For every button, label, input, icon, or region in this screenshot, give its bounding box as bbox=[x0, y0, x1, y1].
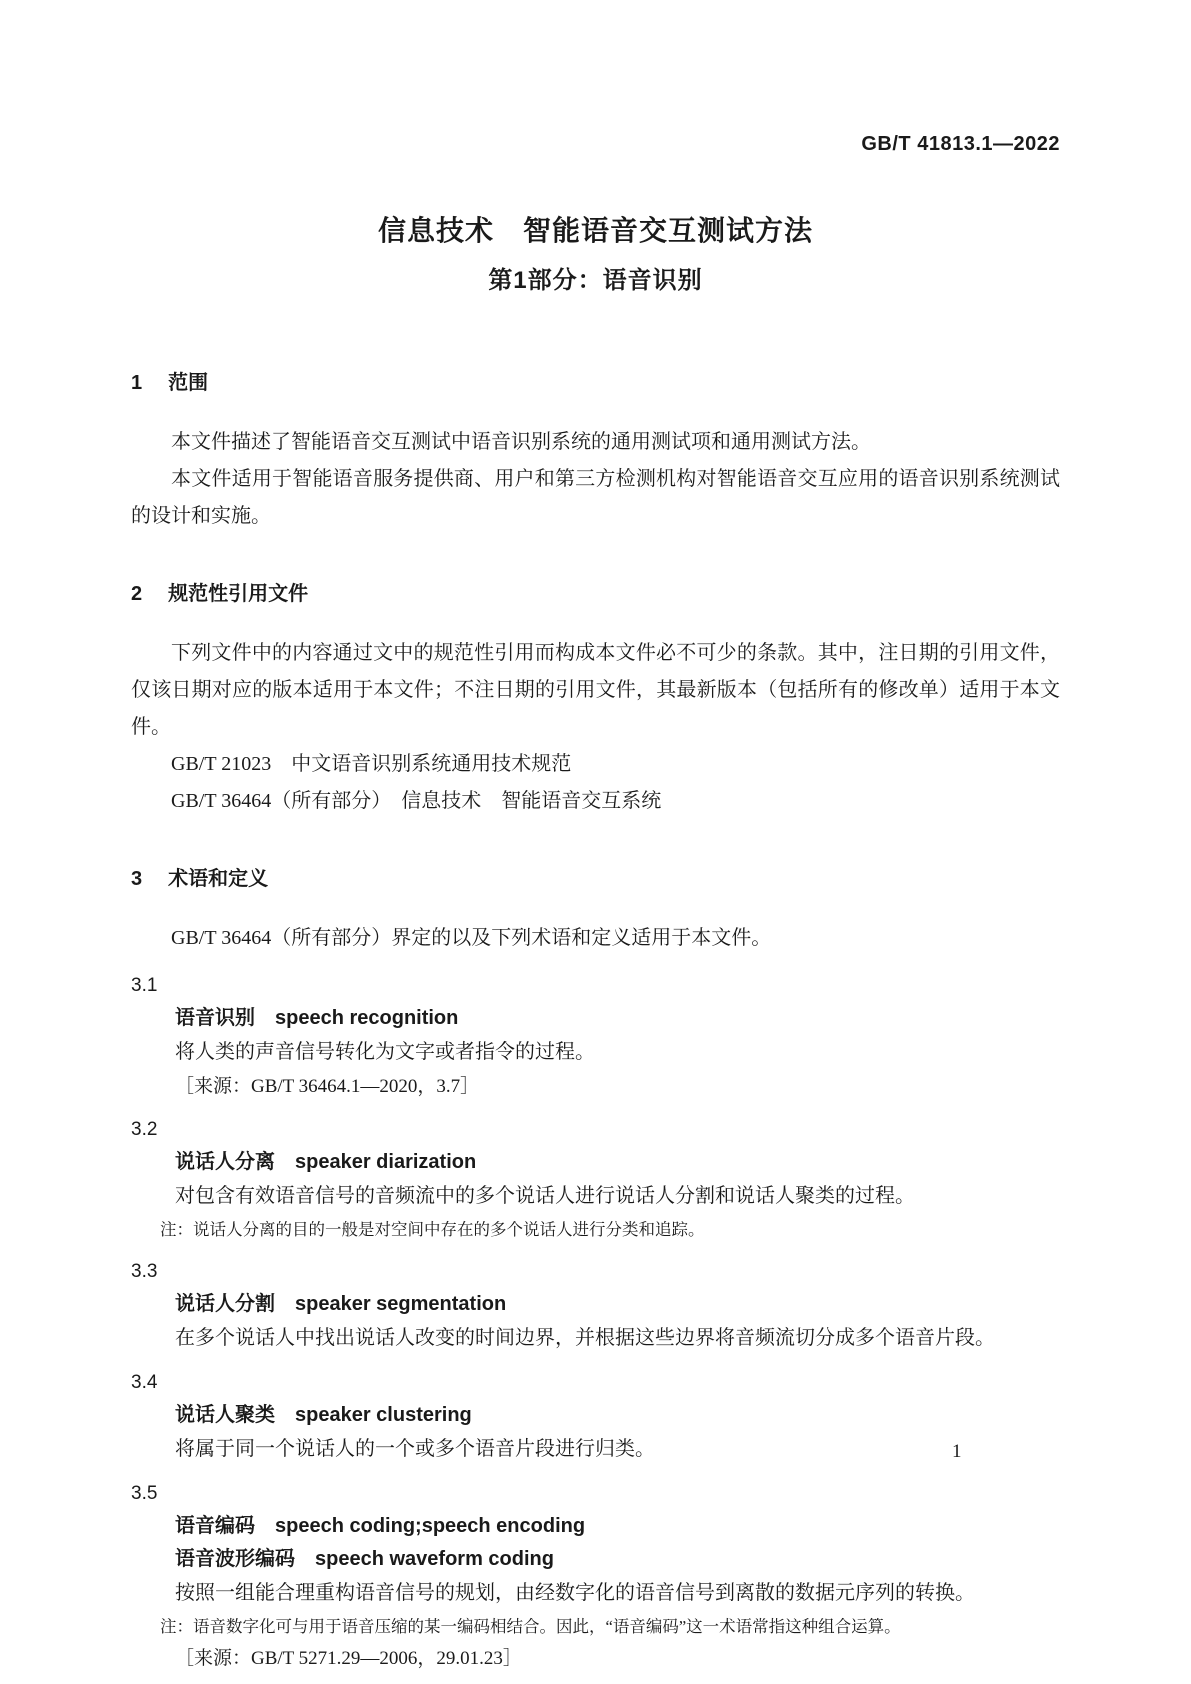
section-number: 1 bbox=[131, 372, 143, 394]
term-title bbox=[175, 1147, 1060, 1178]
page-number: 1 bbox=[952, 1441, 962, 1462]
term-definition: 将人类的声音信号转化为文字或者指令的过程。 bbox=[175, 1041, 595, 1063]
section-scope bbox=[131, 370, 1060, 535]
section-heading bbox=[131, 370, 1060, 396]
section-terms-definitions bbox=[131, 866, 1060, 1673]
term-definition: 按照一组能合理重构语音信号的规划，由经数字化的语音信号到离散的数据元序列的转换。 bbox=[175, 1582, 975, 1604]
term-source: ［来源：GB/T 36464.1—2020，3.7］ bbox=[175, 1076, 480, 1097]
term-definition: 将属于同一个说话人的一个或多个语音片段进行归类。 bbox=[175, 1438, 655, 1460]
term-note: 注：说话人分离的目的一般是对空间中存在的多个说话人进行分类和追踪。 bbox=[160, 1220, 705, 1239]
term-en: speaker segmentation bbox=[295, 1293, 507, 1315]
paragraph: 本文件描述了智能语音交互测试中语音识别系统的通用测试项和通用测试方法。 bbox=[171, 431, 871, 453]
term-en: speech coding;speech encoding bbox=[275, 1515, 586, 1537]
term-title bbox=[175, 1289, 1060, 1320]
term-number: 3.1 bbox=[131, 975, 158, 996]
term-en: speaker diarization bbox=[295, 1151, 477, 1173]
section-heading bbox=[131, 866, 1060, 892]
term-zh: 说话人聚类 bbox=[175, 1404, 275, 1426]
term-number: 3.2 bbox=[131, 1119, 158, 1140]
section-title: 范围 bbox=[168, 372, 209, 394]
term-zh: 语音编码 bbox=[175, 1515, 255, 1537]
term-title bbox=[175, 1400, 1060, 1431]
term-zh: 说话人分离 bbox=[175, 1151, 275, 1173]
paragraph: 本文件适用于智能语音服务提供商、用户和第三方检测机构对智能语音交互应用的语音识别系统测试的设计和实施。 bbox=[131, 468, 1060, 527]
term-definition: 对包含有效语音信号的音频流中的多个说话人进行说话人分割和说话人聚类的过程。 bbox=[175, 1185, 915, 1207]
term-source: ［来源：GB/T 5271.29—2006，29.01.23］ bbox=[175, 1648, 522, 1669]
document-title bbox=[131, 214, 1060, 296]
term-entry-3-1 bbox=[131, 971, 1060, 1101]
section-number: 2 bbox=[131, 583, 143, 605]
term-en: speaker clustering bbox=[295, 1404, 472, 1426]
title-line-1: 信息技术 智能语音交互测试方法 bbox=[377, 215, 813, 246]
term-entry-3-3 bbox=[131, 1257, 1060, 1354]
reference-item: GB/T 36464（所有部分） 信息技术 智能语音交互系统 bbox=[171, 790, 662, 812]
standard-code: GB/T 41813.1—2022 bbox=[861, 133, 1060, 155]
term-title-alt bbox=[175, 1544, 1060, 1575]
term-entry-3-4 bbox=[131, 1368, 1060, 1465]
term-zh: 语音识别 bbox=[175, 1007, 255, 1029]
paragraph: GB/T 36464（所有部分）界定的以及下列术语和定义适用于本文件。 bbox=[171, 927, 772, 949]
term-zh: 说话人分割 bbox=[175, 1293, 275, 1315]
term-entry-3-2 bbox=[131, 1115, 1060, 1243]
section-title: 术语和定义 bbox=[168, 868, 269, 890]
title-line-2: 第1部分：语音识别 bbox=[488, 267, 703, 294]
term-number: 3.5 bbox=[131, 1483, 158, 1504]
section-heading bbox=[131, 581, 1060, 607]
term-number: 3.4 bbox=[131, 1372, 158, 1393]
term-title bbox=[175, 1511, 1060, 1542]
term-entry-3-5 bbox=[131, 1479, 1060, 1673]
term-note: 注：语音数字化可与用于语音压缩的某一编码相结合。因此，“语音编码”这一术语常指这种组合运算。 bbox=[160, 1617, 901, 1636]
reference-item: GB/T 21023 中文语音识别系统通用技术规范 bbox=[171, 753, 572, 775]
section-title: 规范性引用文件 bbox=[168, 583, 309, 605]
term-number: 3.3 bbox=[131, 1261, 158, 1282]
term-zh: 语音波形编码 bbox=[175, 1548, 295, 1570]
paragraph: 下列文件中的内容通过文中的规范性引用而构成本文件必不可少的条款。其中，注日期的引用文件，仅该日期对应的版本适用于本文件；不注日期的引用文件，其最新版本（包括所有的修改单）适用于本文件。 bbox=[131, 642, 1060, 738]
section-number: 3 bbox=[131, 868, 143, 890]
term-en: speech recognition bbox=[275, 1007, 459, 1029]
term-title bbox=[175, 1003, 1060, 1034]
term-en: speech waveform coding bbox=[315, 1548, 554, 1570]
term-definition: 在多个说话人中找出说话人改变的时间边界，并根据这些边界将音频流切分成多个语音片段。 bbox=[175, 1327, 995, 1349]
terms-list bbox=[131, 971, 1060, 1673]
section-normative-references bbox=[131, 581, 1060, 820]
